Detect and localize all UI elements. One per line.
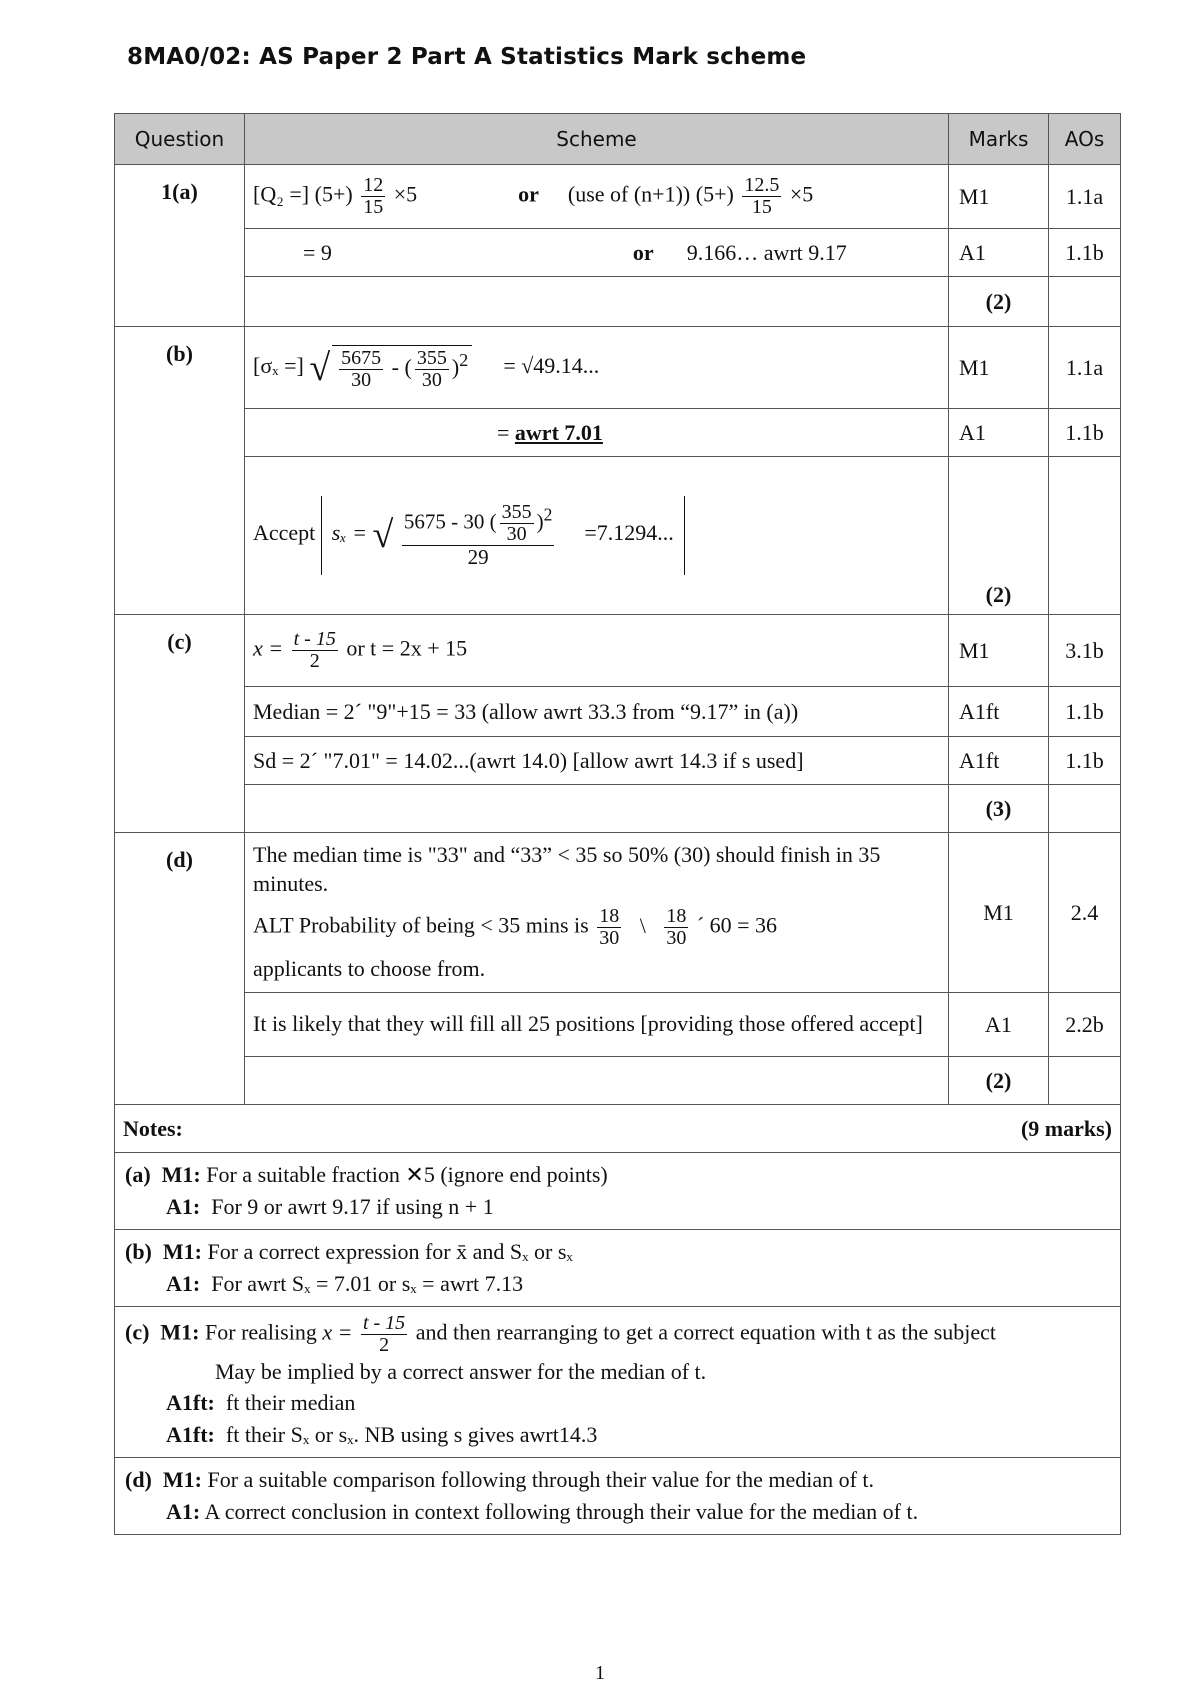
ao-cell: 2.4 xyxy=(1049,833,1121,993)
header-aos: AOs xyxy=(1049,114,1121,165)
total-marks: (9 marks) xyxy=(1020,1115,1112,1141)
table-row xyxy=(115,687,1121,737)
notes-header-row xyxy=(115,1105,1121,1153)
mark-cell: A1ft xyxy=(949,687,1049,737)
scheme-cell: Median = 2´ "9"+15 = 33 (allow awrt 33.3 from “9.17” in (a)) xyxy=(245,687,949,737)
scheme-text: ×5 xyxy=(789,181,814,207)
scheme-text: = √49.14... xyxy=(503,352,600,378)
question-label: (b) xyxy=(115,327,245,615)
scheme-cell xyxy=(245,409,949,457)
notes-label: Notes: xyxy=(123,1115,183,1141)
scheme-text: (use of (n+1)) (5+) xyxy=(567,181,734,207)
answer-value: awrt 7.01 xyxy=(514,419,603,445)
table-row xyxy=(115,457,1121,615)
table-header-row xyxy=(115,114,1121,165)
fraction: $\frac{12.5}{15}$ xyxy=(744,174,780,218)
accept-expression: sₓ = √ 5675 - 30 ( $\frac{355}{30}$ )$^2$ 29 =7.1294... xyxy=(321,496,685,574)
scheme-text: = 9 xyxy=(303,239,332,265)
scheme-cell xyxy=(245,457,949,615)
notes-a: (a) M1: For a suitable fraction ✕5 (ignore end points) A1: For 9 or awrt 9.17 if using n + 1 xyxy=(115,1153,1121,1230)
scheme-text: The median time is "33" and “33” < 35 so 50% (30) should finish in 35 minutes. xyxy=(253,842,881,896)
scheme-text: = xyxy=(497,419,510,445)
mark-cell: M1 xyxy=(949,327,1049,409)
or-text: or xyxy=(632,239,654,265)
header-marks: Marks xyxy=(949,114,1049,165)
ao-cell: 3.1b xyxy=(1049,615,1121,687)
scheme-cell: [σₓ =] √ $\frac{5675}{30}$ - ( $\frac{355}{30}$ )$^2$ = √49.14... xyxy=(245,327,949,409)
mark-scheme-table xyxy=(114,113,1121,1535)
scheme-text: 9.166… awrt 9.17 xyxy=(686,239,847,265)
header-scheme: Scheme xyxy=(245,114,949,165)
scheme-cell xyxy=(245,229,949,277)
table-row xyxy=(115,409,1121,457)
page-title: 8MA0/02: AS Paper 2 Part A Statistics Mark scheme xyxy=(127,44,807,70)
notes-row xyxy=(115,1458,1121,1535)
scheme-cell: Sd = 2´ "7.01" = 14.02...(awrt 14.0) [allow awrt 14.3 if s used] xyxy=(245,737,949,785)
page-number: 1 xyxy=(595,1662,605,1684)
ao-cell: 1.1b xyxy=(1049,687,1121,737)
mark-cell: A1 xyxy=(949,229,1049,277)
sqrt-expression: $\frac{5675}{30}$ - ( $\frac{355}{30}$ )$^2$ xyxy=(332,345,472,391)
scheme-cell xyxy=(245,615,949,687)
scheme-text: ×5 xyxy=(393,181,418,207)
ao-cell: 1.1b xyxy=(1049,229,1121,277)
table-row xyxy=(115,737,1121,785)
notes-row xyxy=(115,1229,1121,1306)
mark-cell: A1ft xyxy=(949,737,1049,785)
notes-header xyxy=(115,1105,1121,1153)
ao-cell: 1.1a xyxy=(1049,165,1121,229)
scheme-text: [Q₂ =] (5+) xyxy=(253,181,353,207)
table-row xyxy=(115,229,1121,277)
table-row xyxy=(115,1057,1121,1105)
fraction: $\frac{t - 15}{2}$ xyxy=(293,628,336,672)
table-row xyxy=(115,785,1121,833)
ao-cell: 1.1b xyxy=(1049,737,1121,785)
table-row xyxy=(115,277,1121,327)
mark-cell: A1 xyxy=(949,993,1049,1057)
fraction: $\frac{12}{15}$ xyxy=(363,174,384,218)
scheme-text: [σₓ =] xyxy=(253,352,304,378)
notes-d: (d) M1: For a suitable comparison following through their value for the median of t. A1: A correct conclusion in context following through their value for the median of t. xyxy=(115,1458,1121,1535)
scheme-text: applicants to choose from. xyxy=(253,956,486,982)
subtotal: (2) xyxy=(949,277,1049,327)
question-label: (d) xyxy=(115,833,245,1105)
notes-c: (c) M1: For realising x = $\frac{t - 15}{2}$ and then rearranging to get a correct equation with t as the subject May be implied by a correct answer for the median of t. A1ft: ft their median A1ft: ft their Sₓ or sₓ. NB using s gives awrt14.3 xyxy=(115,1306,1121,1458)
table-row xyxy=(115,993,1121,1057)
scheme-cell xyxy=(245,165,949,229)
subtotal: (3) xyxy=(949,785,1049,833)
mark-cell: A1 xyxy=(949,409,1049,457)
table-row xyxy=(115,833,1121,993)
mark-cell: M1 xyxy=(949,833,1049,993)
scheme-text: Accept xyxy=(253,520,316,546)
scheme-cell xyxy=(245,833,949,993)
table-row xyxy=(115,165,1121,229)
subtotal: (2) xyxy=(949,457,1049,615)
scheme-text: ALT Probability of being < 35 mins is $\frac{18}{30}$ \ $\frac{18}{30}$ ´ 60 = 36 xyxy=(253,905,778,950)
or-text: or xyxy=(518,181,539,207)
question-label: 1(a) xyxy=(115,165,245,327)
scheme-cell: It is likely that they will fill all 25 positions [providing those offered accept] xyxy=(245,993,949,1057)
mark-cell: M1 xyxy=(949,165,1049,229)
table-row xyxy=(115,615,1121,687)
ao-cell: 1.1b xyxy=(1049,409,1121,457)
scheme-text: or t = 2x + 15 xyxy=(346,635,468,661)
notes-row xyxy=(115,1153,1121,1230)
notes-row xyxy=(115,1306,1121,1458)
ao-cell: 1.1a xyxy=(1049,327,1121,409)
notes-b: (b) M1: For a correct expression for x̄ and Sₓ or sₓ A1: For awrt Sₓ = 7.01 or sₓ = awrt 7.13 xyxy=(115,1229,1121,1306)
question-label: (c) xyxy=(115,615,245,833)
mark-cell: M1 xyxy=(949,615,1049,687)
subtotal: (2) xyxy=(949,1057,1049,1105)
scheme-text: x = xyxy=(253,635,284,661)
header-question: Question xyxy=(115,114,245,165)
table-row xyxy=(115,327,1121,409)
ao-cell: 2.2b xyxy=(1049,993,1121,1057)
